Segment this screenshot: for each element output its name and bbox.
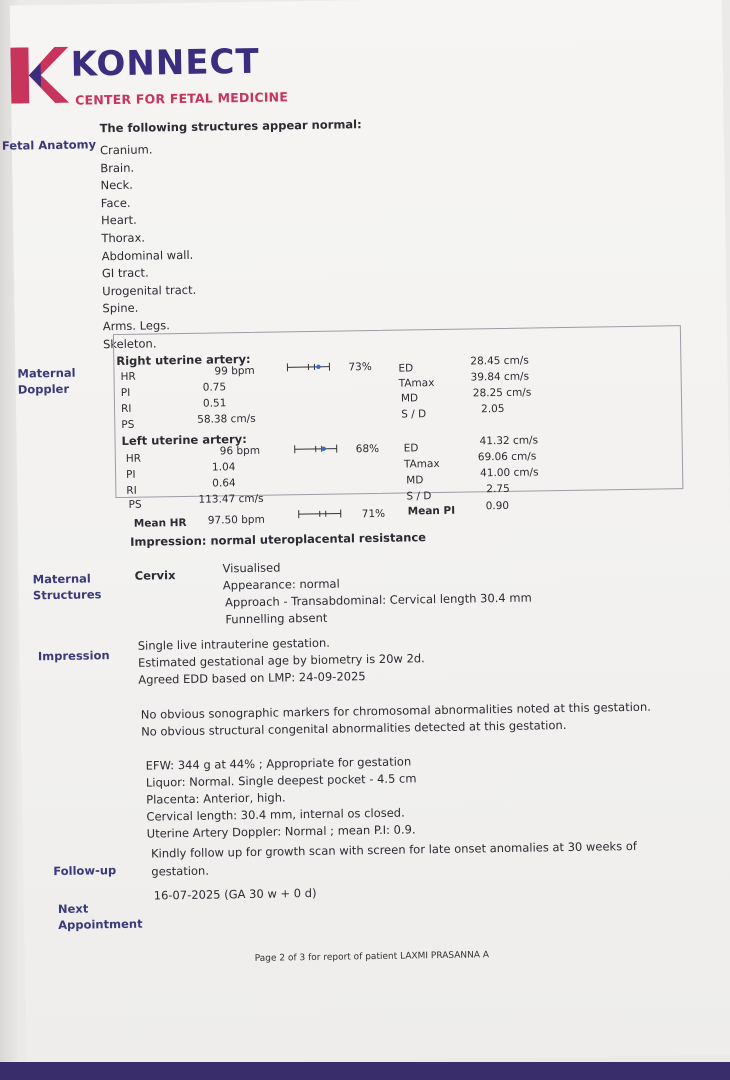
right-pi-value: 0.75 [202, 381, 227, 394]
right-ri-key: RI [120, 402, 132, 415]
anatomy-item: Face. [100, 195, 131, 211]
left-md-value: 41.00 cm/s [480, 466, 539, 480]
cervix-line: Appearance: normal [222, 576, 340, 593]
left-ed-key: ED [403, 442, 419, 455]
mean-hr-value: 97.50 bpm [207, 513, 265, 527]
impression-line: Placenta: Anterior, high. [146, 790, 286, 807]
left-pi-key: PI [126, 468, 136, 481]
next-appointment-label-line2: Appointment [58, 916, 143, 933]
followup-line1: Kindly follow up for growth scan with screen for late onset anomalies at 30 weeks of [150, 838, 637, 861]
impression-line: Cervical length: 30.4 mm, internal os closed. [146, 805, 405, 824]
left-sd-key: S / D [406, 490, 432, 503]
anatomy-item: Arms. Legs. [102, 318, 170, 334]
anatomy-item: Thorax. [101, 230, 146, 246]
left-artery-title: Left uterine artery: [121, 431, 247, 448]
cervix-line: Funnelling absent [225, 610, 328, 627]
mean-percentile-bar [298, 509, 342, 520]
left-ri-value: 0.64 [212, 477, 236, 490]
left-percentile-bar [294, 444, 338, 455]
right-ed-key: ED [398, 362, 414, 375]
impression-line: Liquor: Normal. Single deepest pocket - 4.5 cm [145, 771, 417, 790]
right-ps-key: PS [121, 418, 135, 431]
next-appointment-value: 16-07-2025 (GA 30 w + 0 d) [153, 885, 317, 903]
impression-line: Estimated gestational age by biometry is 20w 2d. [137, 651, 425, 670]
next-appointment-label-line1: Next [57, 901, 89, 917]
right-ed-value: 28.45 cm/s [470, 354, 529, 368]
impression-line: No obvious structural congenital abnormalities detected at this gestation. [141, 718, 567, 739]
right-ri-value: 0.51 [202, 397, 227, 410]
anatomy-item: Urogenital tract. [102, 282, 197, 298]
maternal-doppler-label-line1: Maternal [17, 365, 76, 381]
mean-pi-value: 0.90 [485, 499, 510, 513]
page-footer: Page 2 of 3 for report of patient LAXMI PRASANNA A [254, 950, 490, 964]
impression-line: Single live intrauterine gestation. [137, 635, 331, 653]
cervix-line: Visualised [222, 560, 281, 576]
cervix-label: Cervix [134, 568, 176, 583]
anatomy-item: Neck. [100, 177, 133, 193]
impression-line: Uterine Artery Doppler: Normal ; mean P.I: 0.9. [146, 822, 416, 841]
brand-name: KONNECT [70, 41, 260, 85]
right-tamax-key: TAmax [398, 377, 435, 390]
right-artery-title: Right uterine artery: [116, 351, 251, 369]
followup-label: Follow-up [53, 863, 117, 879]
mean-hr-label: Mean HR [133, 516, 187, 530]
brand-subtitle: CENTER FOR FETAL MEDICINE [75, 89, 289, 108]
left-pi-value: 1.04 [211, 461, 236, 474]
left-sd-value: 2.75 [486, 482, 510, 496]
anatomy-item: Abdominal wall. [101, 247, 194, 263]
right-md-value: 28.25 cm/s [472, 386, 532, 400]
left-tamax-value: 69.06 cm/s [477, 450, 537, 464]
anatomy-item: Cranium. [99, 142, 153, 158]
maternal-doppler-label-line2: Doppler [17, 381, 70, 397]
anatomy-intro: The following structures appear normal: [99, 117, 362, 136]
impression-label: Impression [37, 648, 110, 664]
maternal-structures-label-line1: Maternal [32, 571, 91, 587]
left-ps-key: PS [128, 498, 142, 511]
bottom-brand-strip [0, 1062, 730, 1080]
right-hr-key: HR [120, 370, 136, 383]
anatomy-item: Heart. [100, 213, 137, 228]
right-hr-value: 99 bpm [214, 364, 255, 378]
left-percentile: 68% [355, 442, 380, 456]
mean-percentile: 71% [361, 507, 386, 521]
right-sd-value: 2.05 [481, 402, 505, 416]
cervix-line: Approach - Transabdominal: Cervical length 30.4 mm [225, 590, 532, 610]
left-ri-key: RI [126, 484, 137, 497]
right-percentile: 73% [348, 361, 372, 374]
fetal-anatomy-label: Fetal Anatomy [1, 137, 97, 153]
next-appointment-label [58, 900, 143, 933]
impression-line: No obvious sonographic markers for chromosomal abnormalities noted at this gestation. [140, 699, 651, 722]
maternal-structures-label [33, 570, 102, 603]
anatomy-item: Spine. [102, 301, 139, 316]
left-ps-value: 113.47 cm/s [198, 492, 264, 506]
anatomy-item: Brain. [100, 160, 135, 175]
maternal-structures-label-line2: Structures [32, 587, 102, 603]
report-page [1, 0, 730, 1066]
doppler-impression: Impression: normal uteroplacental resistance [130, 530, 427, 549]
impression-line: EFW: 344 g at 44% ; Appropriate for gestation [145, 754, 412, 773]
left-tamax-key: TAmax [403, 457, 440, 471]
impression-line: Agreed EDD based on LMP: 24-09-2025 [138, 669, 366, 687]
right-pi-key: PI [120, 386, 131, 399]
right-md-key: MD [400, 392, 419, 405]
right-ps-value: 58.38 cm/s [197, 412, 256, 426]
konnect-logo-icon [10, 47, 69, 104]
right-percentile-bar [286, 362, 330, 373]
left-ed-value: 41.32 cm/s [479, 434, 539, 448]
anatomy-item: GI tract. [101, 265, 149, 281]
maternal-doppler-label [17, 365, 76, 398]
anatomy-list [100, 141, 197, 354]
left-md-key: MD [406, 474, 424, 487]
right-tamax-value: 39.84 cm/s [470, 370, 530, 384]
followup-line2: gestation. [151, 863, 210, 879]
right-sd-key: S / D [401, 408, 427, 421]
anatomy-item: Skeleton. [102, 335, 157, 351]
left-hr-key: HR [125, 452, 142, 465]
left-hr-value: 96 bpm [219, 444, 261, 458]
mean-pi-label: Mean PI [407, 504, 456, 518]
right-percentile-marker [316, 365, 320, 369]
